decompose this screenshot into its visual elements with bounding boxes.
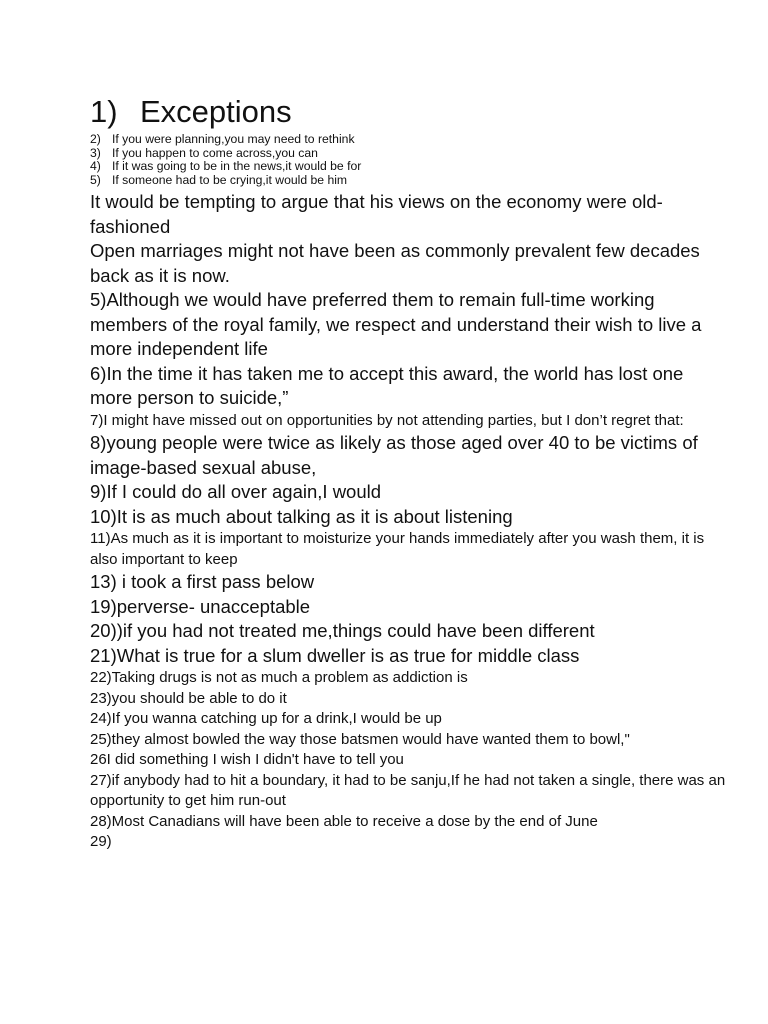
list-item-number: 4) xyxy=(90,159,101,174)
paragraph: 6)In the time it has taken me to accept this award, the world has lost one more person to suicide,” xyxy=(90,362,684,409)
paragraph: 11)As much as it is important to moisturize your hands immediately after you wash them, it is also important to keep xyxy=(90,530,705,568)
paragraph: 26I did something I wish I didn't have to tell you xyxy=(90,751,404,769)
paragraph: 7)I might have missed out on opportunities by not attending parties, but I don’t regret that: xyxy=(90,411,684,429)
list-item-number: 3) xyxy=(90,145,101,160)
paragraph: 19)perverse- unacceptable xyxy=(90,595,311,617)
paragraph: 20))if you had not treated me,things could have been different xyxy=(90,620,595,642)
paragraph: 23)you should be able to do it xyxy=(90,689,287,707)
list-item-text: If someone had to be crying,it would be him xyxy=(112,172,348,187)
paragraph: 24)If you wanna catching up for a drink,I would be up xyxy=(90,710,442,728)
paragraph: 22)Taking drugs is not as much a problem as addiction is xyxy=(90,669,468,687)
paragraph: 29) xyxy=(90,833,112,851)
list-item xyxy=(90,174,730,188)
numbered-list xyxy=(90,133,730,187)
paragraph: 21)What is true for a slum dweller is as true for middle class xyxy=(90,644,580,666)
list-item xyxy=(90,133,730,147)
list-item-number: 5) xyxy=(90,172,101,187)
list-item-text: If you were planning,you may need to rethink xyxy=(112,132,355,146)
document-heading xyxy=(90,92,730,132)
list-item-number: 2) xyxy=(90,132,101,146)
paragraph: 28)Most Canadians will have been able to receive a dose by the end of June xyxy=(90,812,598,830)
document-content xyxy=(90,92,730,853)
paragraph: 27)if anybody had to hit a boundary, it had to be sanju,If he had not taken a single, there was an opportunity to get him run-out xyxy=(90,771,726,810)
paragraph: It would be tempting to argue that his views on the economy were old-fashioned xyxy=(90,191,663,237)
list-item xyxy=(90,160,730,174)
paragraph: 10)It is as much about talking as it is about listening xyxy=(90,505,513,527)
list-item xyxy=(90,147,730,161)
paragraph: 9)If I could do all over again,I would xyxy=(90,481,382,503)
paragraph: Open marriages might not have been as commonly prevalent few decades back as it is now. xyxy=(90,240,700,286)
heading-text: Exceptions xyxy=(140,94,292,129)
heading-number: 1) xyxy=(90,94,118,129)
paragraph: 8)young people were twice as likely as those aged over 40 to be victims of image-based sexual abuse, xyxy=(90,432,698,478)
paragraph: 13) i took a first pass below xyxy=(90,571,315,593)
list-item-text: If you happen to come across,you can xyxy=(112,145,318,160)
paragraph: 25)they almost bowled the way those batsmen would have wanted them to bowl," xyxy=(90,730,630,748)
list-item-text: If it was going to be in the news,it would be for xyxy=(112,159,362,174)
paragraph: 5)Although we would have preferred them to remain full-time working members of the royal family, we respect and understand their wish to live a more independent life xyxy=(90,289,702,360)
